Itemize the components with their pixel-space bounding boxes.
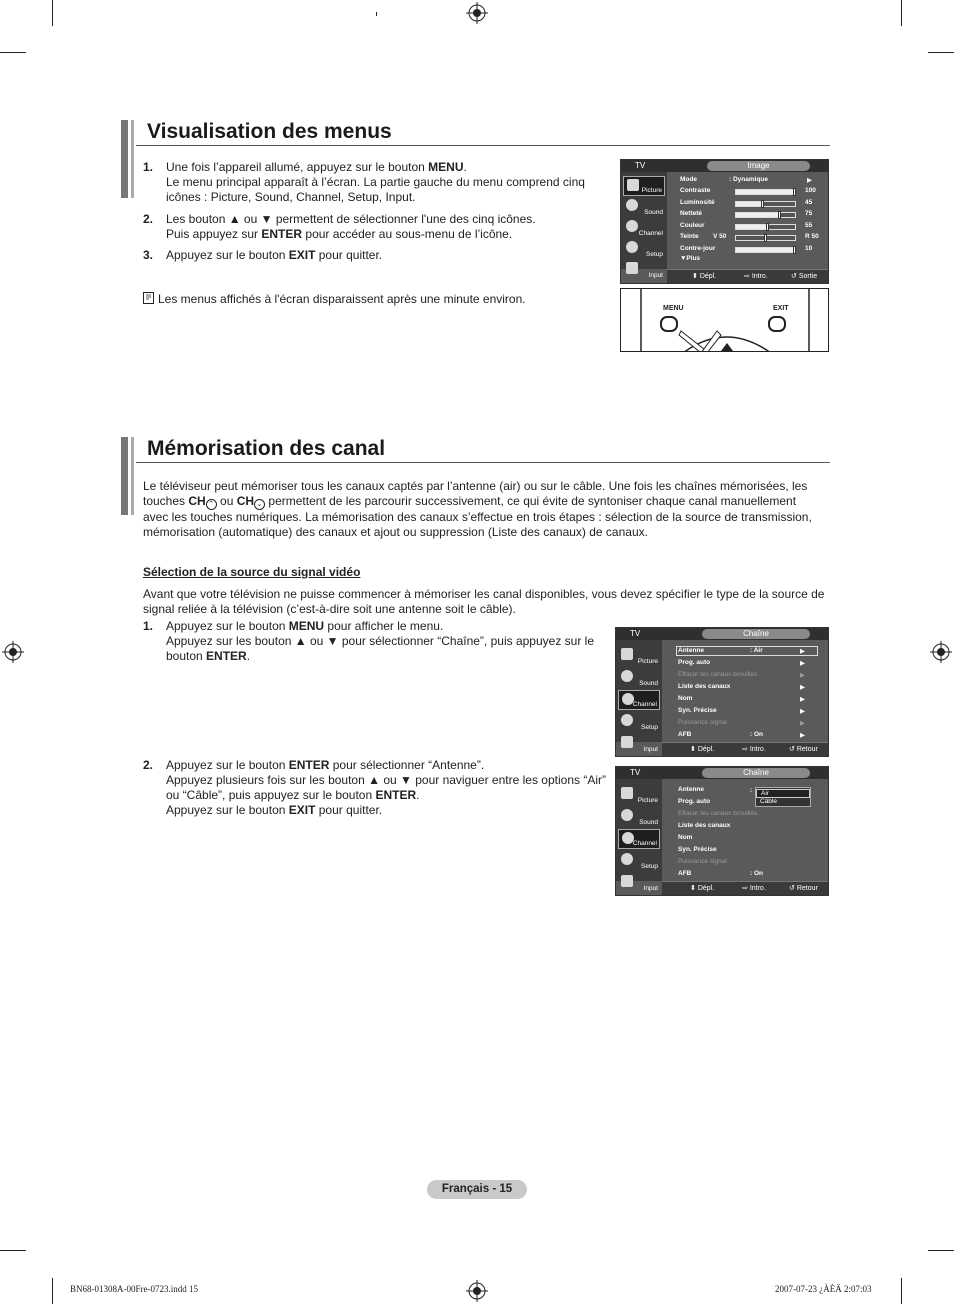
osd-header-title: Chaîne [702,768,810,778]
crop-mark [376,12,377,16]
slider-fill [736,213,780,217]
arrow-right-icon: ▶ [800,708,805,715]
slider-fill [736,202,763,206]
osd-foot-move: ⬍ Dépl. [690,885,715,892]
osd-side-input[interactable]: Input [623,260,665,280]
sound-icon [621,809,633,821]
osd-row-value: 45 [805,198,813,206]
osd-slider[interactable] [735,201,796,207]
osd-slider[interactable] [735,247,796,253]
slider-knob[interactable] [793,188,796,196]
osd-row-value: 75 [805,210,813,217]
sound-icon [621,670,633,682]
osd-tint-left: V 50 [713,233,727,240]
osd-foot-exit: ↺ Sortie [791,273,818,280]
note-text: Les menus affichés à l'écran disparaissent après une minute environ. [158,292,526,306]
osd-side-sound[interactable]: Sound [618,668,660,688]
crop-mark [52,1278,53,1304]
setup-icon [621,714,633,726]
setup-icon [621,853,633,865]
osd-slider[interactable] [735,224,796,230]
osd-row-label[interactable]: Effacer les canaux brouillés [678,810,758,817]
slider-fill [736,190,795,194]
osd-side-picture[interactable]: Picture [618,785,660,805]
osd-foot-return: ↺ Retour [789,885,818,892]
osd-row-label: Teinte [680,233,699,240]
osd-slider[interactable] [735,235,796,241]
osd-row-value: : Dynamique [729,176,769,183]
osd-row-label[interactable]: Nom [678,695,693,702]
osd-row-label[interactable]: Puissance signal [678,858,727,865]
arrow-right-icon: ▶ [800,696,805,703]
step-text: Une fois l’appareil allumé, appuyez sur le bouton MENU. Le menu principal apparaît à l’écran. La partie gauche du menu comprend cinq icônes : Picture, Sound, Channel, Setup, Input. [166,160,585,204]
input-icon [626,262,638,274]
step-text: Appuyez sur le bouton MENU pour afficher le menu. Appuyez sur les bouton ▲ ou ▼ pour sélectionner “Chaîne”, puis appuyez sur le bouton ENTER. [166,619,594,663]
osd-row-label: Netteté [680,210,703,217]
osd-foot-move: ⬍ Dépl. [692,273,717,280]
arrow-right-icon: ▶ [800,672,805,679]
osd-more[interactable]: ▼Plus [680,255,701,262]
remote-control-illustration [620,288,829,352]
remote-drawing [621,289,829,352]
page-number-badge: Français - 15 [427,1180,527,1199]
crop-mark [901,0,902,26]
sound-icon [626,199,638,211]
osd-row-value: 55 [805,221,813,229]
slider-knob[interactable] [778,211,781,219]
slider-knob[interactable] [766,223,769,231]
crop-mark [928,1250,954,1251]
osd-side-setup[interactable]: Setup [618,712,660,732]
osd-row-value: : On [750,731,763,738]
osd-row-label[interactable]: Antenne [678,647,704,654]
picture-icon [621,787,633,799]
osd-side-setup[interactable]: Setup [623,239,665,259]
osd-side-picture[interactable]: Picture [618,646,660,666]
osd-row-label[interactable]: Liste des canaux [678,683,731,690]
arrow-right-icon: ▶ [800,732,805,739]
osd-row-label: Mode [680,176,697,183]
osd-row-label[interactable]: Prog. auto [678,798,711,805]
osd-foot-enter: ⇨ Intro. [744,273,768,280]
crop-mark [0,1250,26,1251]
section-title: Mémorisation des canal [147,437,386,460]
input-icon [621,736,633,748]
slider-knob[interactable] [764,234,767,242]
osd-slider[interactable] [735,189,796,195]
osd-header-title: Chaîne [702,629,810,639]
slider-knob[interactable] [793,246,796,254]
osd-row-label[interactable]: Liste des canaux [678,822,731,829]
dropdown-option-air[interactable]: Air [756,789,810,798]
arrow-right-icon: ▶ [800,648,805,655]
osd-row-label[interactable]: Antenne [678,786,704,793]
osd-tv-label: TV [635,161,646,170]
step-text: Appuyez sur le bouton EXIT pour quitter. [166,248,383,262]
osd-row-label[interactable]: Effacer les canaux brouillés [678,671,758,678]
step-number: 2. [143,758,154,772]
osd-row-label[interactable]: AFB [678,870,692,877]
source-paragraph: Avant que votre télévision ne puisse commencer à mémoriser les canal disponibles, vous devez spécifier le type de la source de signal reliée à la télévision (c’est-à-dire soit une antenne soit le câble). [143,587,825,616]
osd-side-input[interactable]: Input [618,873,660,893]
step-number: 1. [143,160,154,174]
setup-icon [626,241,638,253]
osd-row-value: R 50 [805,233,819,240]
registration-mark-icon [466,2,488,24]
arrow-right-icon: ▶ [800,660,805,667]
osd-side-channel[interactable]: Channel [623,218,665,238]
osd-row-label[interactable]: Syn. Précise [678,846,717,853]
osd-row-label[interactable]: Syn. Précise [678,707,717,714]
osd-row-label[interactable]: AFB [678,731,692,738]
osd-side-sound[interactable]: Sound [623,197,665,217]
osd-channel-menu-antenna: TV Chaîne Picture Sound Channel Setup Input : Air Câble ⬍ Dépl. ⇨ Intro. ↺ Retour Antenne Prog. auto Effacer les canaux brouillés Liste des canaux Nom Syn. Précise Puissance signal AFB : On [615,766,829,896]
step-number: 3. [143,248,154,262]
picture-icon [621,648,633,660]
osd-foot-move: ⬍ Dépl. [690,746,715,753]
osd-foot-enter: ⇨ Intro. [742,746,766,753]
ch-down-icon: ⌄ [254,499,265,510]
ch-up-icon: ⌃ [206,499,217,510]
osd-side-channel[interactable]: Channel [618,829,660,849]
remote-exit-label: EXIT [773,305,789,312]
osd-row-value: 100 [805,187,816,194]
channel-icon [626,220,638,232]
slider-fill [736,248,795,252]
osd-selection-highlight [676,646,818,656]
print-slug-left: BN68-01308A-00Fre-0723.indd 15 [70,1284,198,1294]
osd-side-channel[interactable]: Channel [618,690,660,710]
osd-row-value: : On [750,870,763,877]
remote-menu-label: MENU [663,305,684,312]
osd-row-value: : Air [750,647,763,654]
osd-row-label[interactable]: Nom [678,834,693,841]
antenna-dropdown[interactable] [755,787,811,807]
registration-mark-icon [930,641,952,663]
arrow-right-icon: ▶ [800,720,805,727]
crop-mark [0,52,26,53]
arrow-right-icon: ▶ [800,684,805,691]
osd-row-label[interactable]: Prog. auto [678,659,711,666]
step-text: Les bouton ▲ ou ▼ permettent de sélectionner l'une des cinq icônes. Puis appuyez sur ENTER pour accéder au sous-menu de l’icône. [166,212,536,241]
input-icon [621,875,633,887]
osd-image-menu [620,159,829,284]
osd-row-value: 10 [805,244,813,252]
osd-colon: : [750,787,753,794]
slider-fill [736,225,768,229]
registration-mark-icon [2,641,24,663]
osd-channel-menu: TV Chaîne Picture Sound Channel Setup Input ⬍ Dépl. ⇨ Intro. ↺ Retour Antenne : Air ▶ Prog. auto ▶ Effacer les canaux brouillés ▶ Liste des canaux ▶ Nom ▶ Syn. Précise ▶ Puissance signal ▶ AFB : On ▶ [615,627,829,757]
osd-row-label: Contraste [680,187,711,194]
osd-side-sound[interactable]: Sound [618,807,660,827]
osd-row-label: Luminosité [680,198,715,206]
slider-knob[interactable] [761,200,764,208]
intro-paragraph: Le téléviseur peut mémoriser tous les canaux captés par l’antenne (air) ou sur le câble. Une fois les chaînes mémorisées, les touches CH ⌃ ou CH ⌄ permettent de les parcourir successivement, ce qui évite de syntoniser chaque canal manuellement avec les touches numériques. La mémorisation des canaux s’effectue en trois étapes : sélection de la source de transmission, mémorisation (automatique) des canaux et ajout ou suppression (Liste des canaux) de canaux. [143,479,812,539]
osd-row-label[interactable]: Puissance signal [678,719,727,726]
picture-icon [627,179,639,191]
subsection-heading: Sélection de la source du signal vidéo [143,565,361,579]
osd-foot-enter: ⇨ Intro. [742,885,766,892]
osd-slider[interactable] [735,212,796,218]
crop-mark [901,1278,902,1304]
crop-mark [928,52,954,53]
print-slug-right: 2007-07-23 ¿ÀÈÄ 2:07:03 [775,1284,872,1294]
registration-mark-icon [466,1280,488,1302]
step-number: 1. [143,619,154,633]
dropdown-option-cable[interactable]: Câble [760,798,777,805]
osd-row-label: Contre-jour [680,244,716,252]
step-text: Appuyez sur le bouton ENTER pour sélectionner “Antenne”. Appuyez plusieurs fois sur les bouton ▲ ou ▼ pour naviguer entre les options “Air” ou “Câble”, puis appuyez sur le bouton ENTER. Appuyez sur le bouton EXIT pour quitter. [166,758,606,817]
osd-foot-return: ↺ Retour [789,746,818,753]
osd-header-title: Image [707,161,810,171]
step-number: 2. [143,212,154,226]
osd-row-label: Couleur [680,221,705,229]
note-icon [143,292,154,304]
osd-side-setup[interactable]: Setup [618,851,660,871]
osd-side-input[interactable]: Input [618,734,660,754]
section-title: Visualisation des menus [147,120,392,143]
crop-mark [52,0,53,26]
arrow-right-icon: ▶ [807,177,812,184]
osd-side-picture[interactable]: Picture [623,176,665,196]
